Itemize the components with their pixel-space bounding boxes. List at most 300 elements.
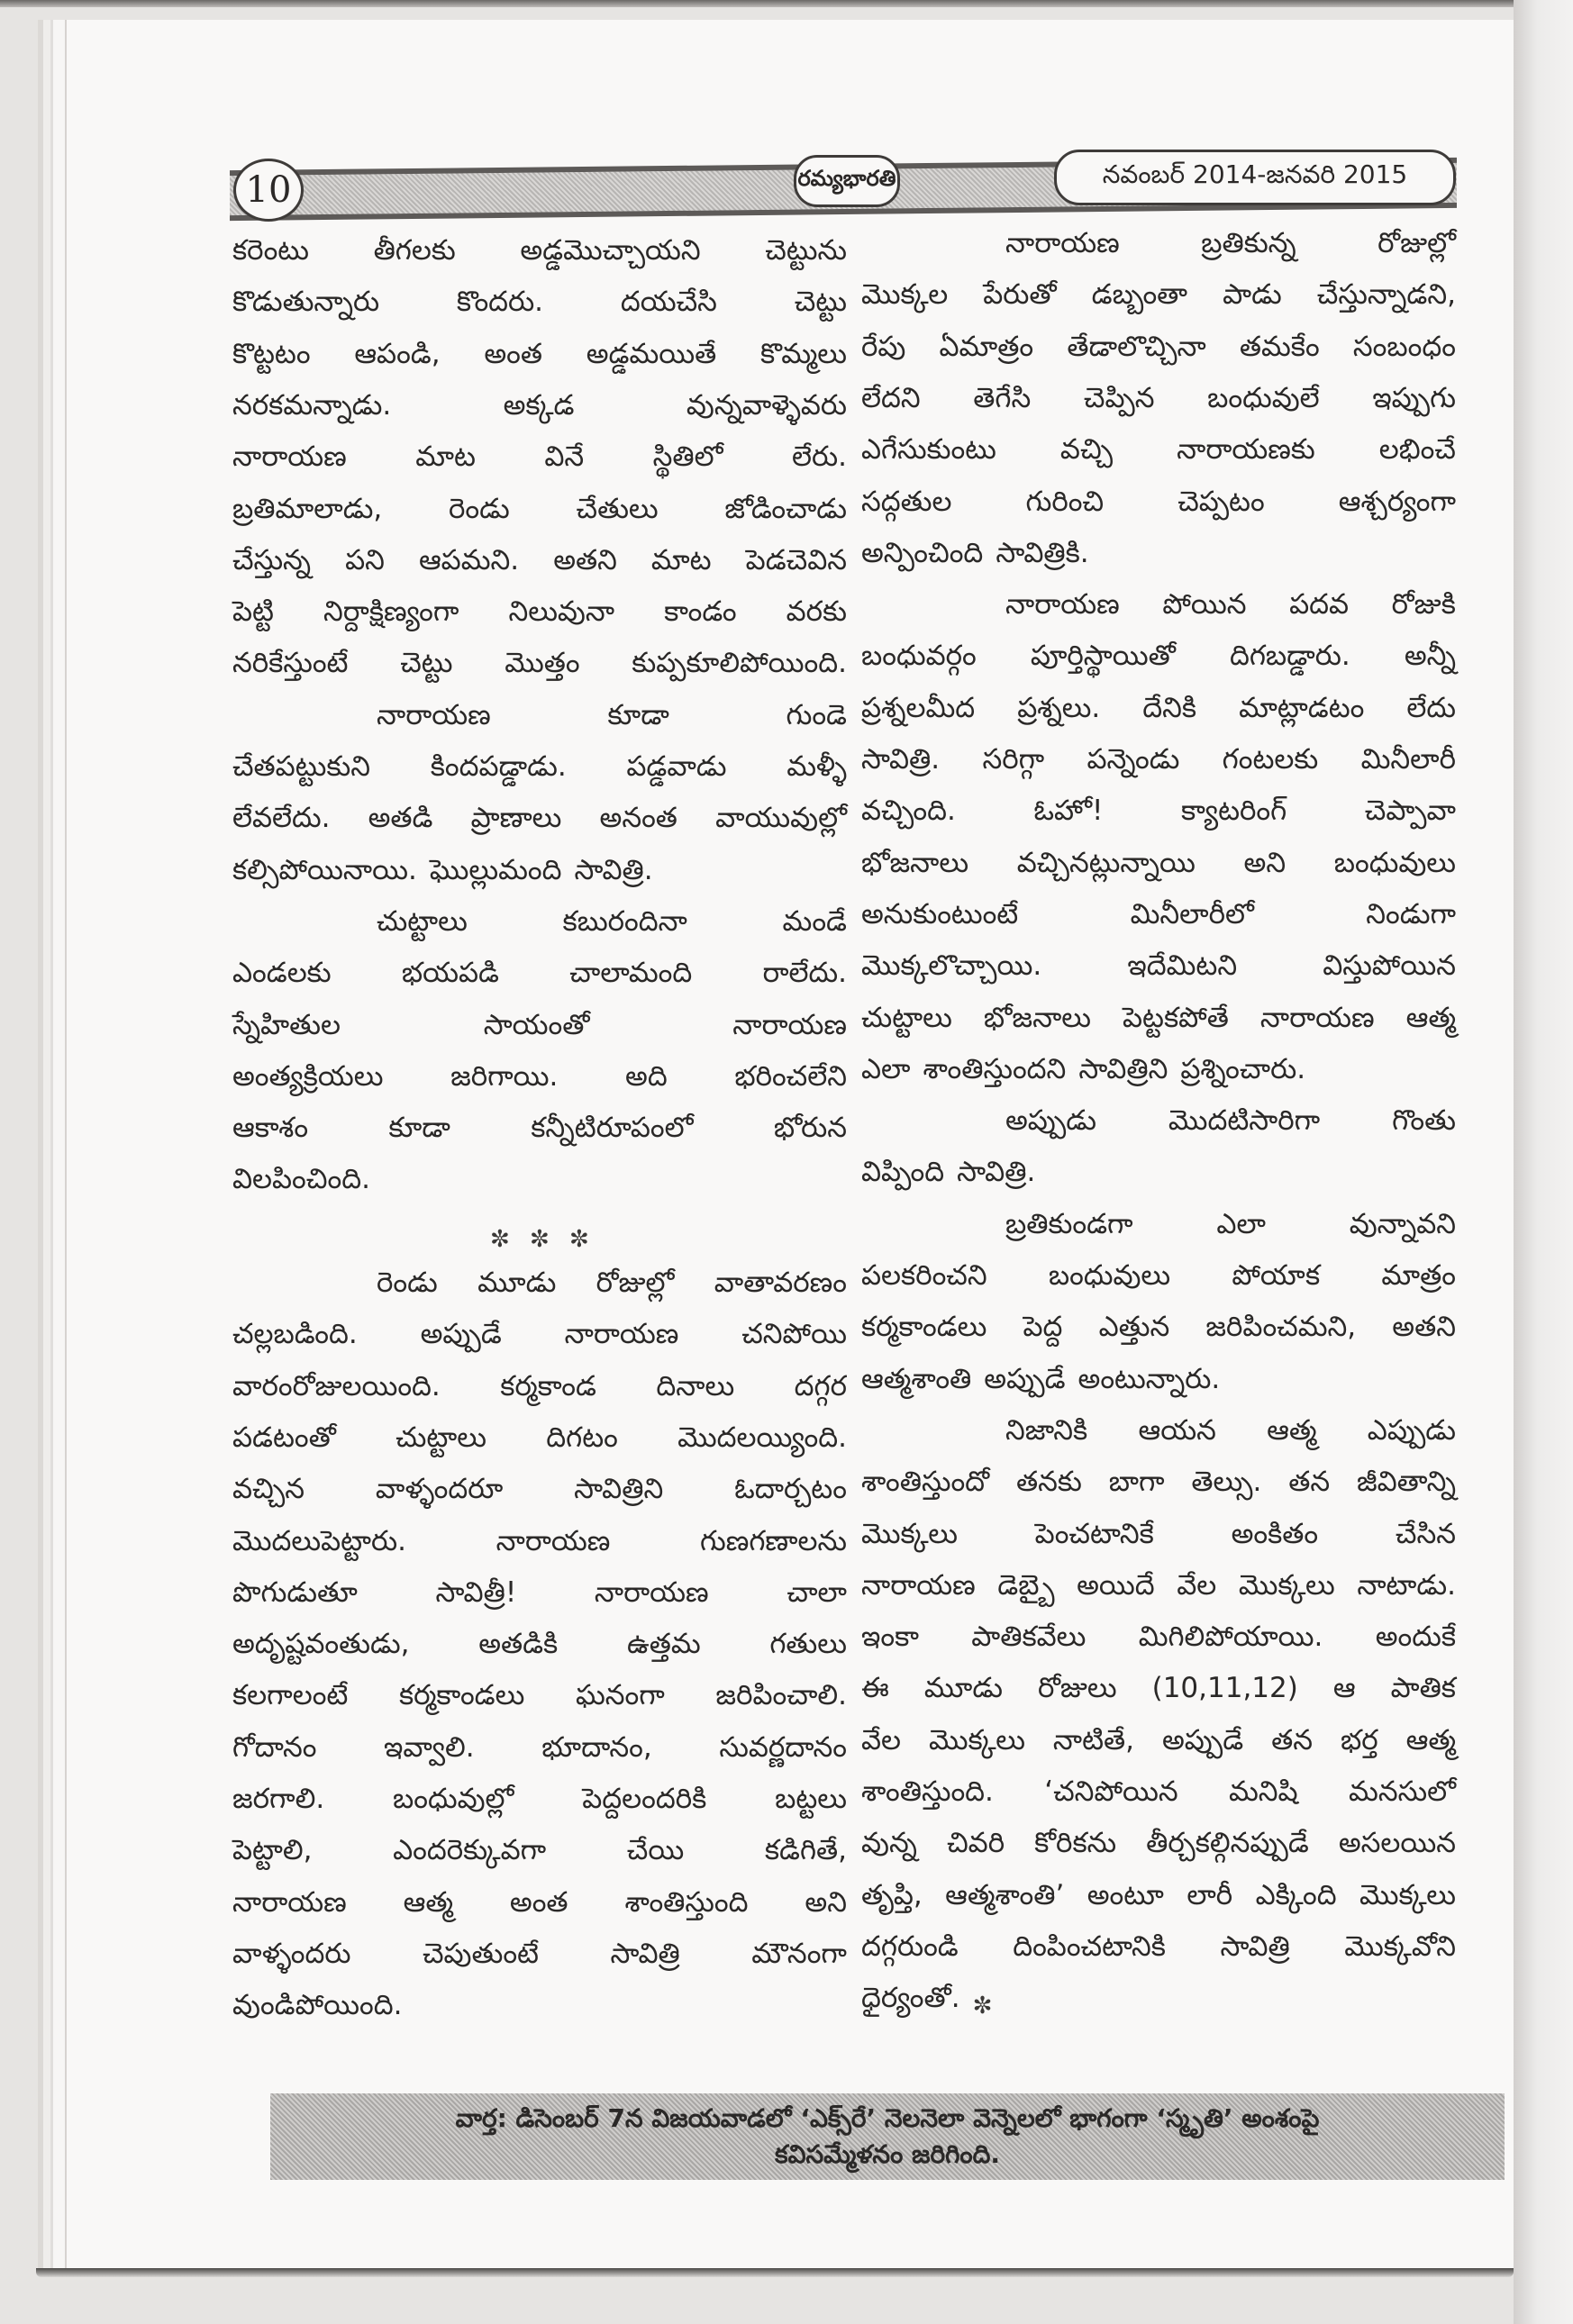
word: పాతికవేలు bbox=[971, 1620, 1087, 1654]
text-line bbox=[861, 526, 1456, 573]
word: బంధువులే bbox=[1207, 381, 1320, 414]
word: చేసిన bbox=[1395, 1517, 1456, 1550]
word: భోజనాలు bbox=[983, 1001, 1091, 1034]
word: మౌనంగా bbox=[751, 1937, 847, 1970]
word: అక్కడ bbox=[503, 388, 575, 422]
word: మూడు bbox=[477, 1266, 557, 1299]
word: కలగాలంటే bbox=[232, 1679, 349, 1712]
section-divider bbox=[232, 1204, 847, 1251]
word: పని bbox=[345, 543, 385, 576]
text-line bbox=[232, 585, 847, 631]
word: వున్నవాళ్ళెవరు bbox=[686, 388, 847, 422]
word: మాత్రం bbox=[1381, 1259, 1456, 1292]
word: చేయి bbox=[626, 1834, 685, 1867]
text-line bbox=[861, 577, 1456, 624]
text-line bbox=[861, 732, 1456, 779]
word: ఆశ్చర్యంగా bbox=[1338, 485, 1456, 518]
word: చుట్టాలు bbox=[396, 1421, 486, 1454]
word: తేడాలొచ్చినా bbox=[1067, 330, 1206, 363]
word: కుప్పకూలిపోయింది. bbox=[632, 647, 847, 680]
word: అప్పుడు bbox=[1005, 1104, 1096, 1138]
word: రేపు bbox=[861, 330, 906, 363]
word: అంకితం bbox=[1231, 1517, 1319, 1550]
word: కొమ్మలు bbox=[760, 337, 847, 370]
word: వేల bbox=[1177, 1568, 1217, 1602]
word: మినీలారీ bbox=[1360, 743, 1456, 776]
word: పెద్ద bbox=[1023, 1311, 1063, 1344]
word: చాలామంది bbox=[569, 957, 693, 990]
word: మాట bbox=[415, 440, 476, 474]
word: పేరుతో bbox=[983, 278, 1057, 312]
word: దేనికి bbox=[1142, 691, 1197, 724]
word: దినాలు bbox=[656, 1369, 735, 1403]
word: చెట్టును bbox=[765, 234, 847, 267]
word: పోయాక bbox=[1232, 1259, 1321, 1292]
word: అంటూ bbox=[1087, 1878, 1164, 1911]
text-line bbox=[861, 1042, 1456, 1089]
word: కబురందినా bbox=[562, 904, 687, 938]
scan-edge-top bbox=[0, 0, 1573, 7]
word: సావిత్రి bbox=[610, 1937, 680, 1970]
word: కొట్టటం bbox=[232, 337, 311, 370]
word: తనకు bbox=[1016, 1466, 1082, 1499]
word: ఎండలకు bbox=[232, 957, 332, 990]
word: అతని bbox=[1392, 1311, 1456, 1344]
text-line bbox=[232, 1411, 847, 1457]
text-line bbox=[861, 1197, 1456, 1244]
word: రెండు bbox=[377, 1266, 438, 1299]
word: ఉత్తమ bbox=[626, 1628, 701, 1661]
word: అసలయిన bbox=[1338, 1827, 1456, 1860]
word: పాడు bbox=[1223, 278, 1282, 312]
text-line bbox=[232, 533, 847, 580]
word: లేదని bbox=[861, 381, 921, 414]
text-line bbox=[861, 422, 1456, 469]
word: లారీ bbox=[1187, 1878, 1233, 1911]
text-line bbox=[861, 1971, 1456, 2018]
word: కాండం bbox=[664, 595, 737, 629]
word: లేవలేదు. bbox=[232, 802, 331, 835]
word: మూడు bbox=[923, 1672, 1003, 1705]
text-line bbox=[232, 1101, 847, 1148]
page-shadow bbox=[36, 2268, 1514, 2277]
word: కూడా bbox=[607, 698, 669, 731]
word: ఘనంగా bbox=[575, 1679, 665, 1712]
word: శాంతిస్తుంది. bbox=[861, 1775, 994, 1808]
word: విస్తుపోయిన bbox=[1323, 949, 1456, 983]
word: సావిత్రి bbox=[1220, 1929, 1290, 1963]
word: జరిపించాలి. bbox=[715, 1679, 847, 1712]
text-line bbox=[232, 482, 847, 529]
word: అడ్డమొచ్చాయని bbox=[520, 234, 701, 267]
word: తెల్సు. bbox=[1191, 1466, 1262, 1499]
word: సాయంతో bbox=[483, 1008, 590, 1041]
word: తమకేం bbox=[1239, 330, 1320, 363]
flower-ornament-icon bbox=[569, 1231, 589, 1251]
word: పడ్డవాడు bbox=[626, 750, 727, 783]
word: ఆత్మ bbox=[1267, 1413, 1317, 1447]
word: కిందపడ్డాడు. bbox=[430, 750, 567, 783]
word: స్నేహితుల bbox=[232, 1008, 341, 1041]
word: గతులు bbox=[769, 1628, 847, 1661]
word: అనుకుంటుంటే bbox=[861, 897, 1019, 931]
word: అడ్డమయితే bbox=[586, 337, 717, 370]
word: పోయిన bbox=[1162, 588, 1247, 622]
word: తీగలకు bbox=[373, 234, 456, 267]
word: కల్సిపోయినాయి. bbox=[232, 853, 417, 886]
word: నారాయణ bbox=[594, 1575, 709, 1609]
word: జోడించాడు bbox=[724, 492, 847, 525]
word: ఓహో! bbox=[1033, 794, 1104, 828]
word: ఆ bbox=[1332, 1672, 1356, 1705]
word: నరకమన్నాడు. bbox=[232, 388, 392, 422]
word: ఎప్పుడు bbox=[1367, 1413, 1456, 1447]
text-line bbox=[861, 629, 1456, 676]
word: విప్పింది bbox=[861, 1156, 945, 1189]
text-line bbox=[232, 636, 847, 683]
news-line-1: వార్త: డిసెంబర్ 7న విజయవాడలో ‘ఎక్స్‌రే’ నెలనెలా వెన్నెలలో భాగంగా ‘స్మృతి’ అంశంపై bbox=[455, 2103, 1320, 2133]
word: సరిగ్గా bbox=[982, 743, 1045, 776]
word: పలకరించని bbox=[861, 1259, 987, 1292]
word: అంటున్నారు. bbox=[1077, 1362, 1221, 1395]
word: బంధువులు bbox=[1333, 846, 1456, 879]
text-line bbox=[232, 1978, 847, 2025]
word: అంత bbox=[509, 1885, 568, 1919]
text-line bbox=[232, 1462, 847, 1509]
word: జరిపించమని, bbox=[1205, 1311, 1357, 1344]
word: దింపించటానికి bbox=[1013, 1929, 1166, 1963]
text-line bbox=[232, 946, 847, 993]
word: గుండె bbox=[786, 698, 847, 731]
word: భరించలేని bbox=[734, 1059, 847, 1093]
word: పెట్టి bbox=[232, 595, 274, 629]
page-header bbox=[230, 155, 1457, 223]
word: వాళ్ళందరు bbox=[232, 1937, 351, 1970]
word: చేస్తున్న bbox=[232, 543, 312, 576]
word: కర్మకాండలు bbox=[398, 1679, 525, 1712]
word: కరెంటు bbox=[232, 234, 309, 267]
text-line bbox=[861, 1920, 1456, 1966]
word: బ్రతికున్న bbox=[1201, 227, 1296, 259]
word: ప్రశ్నలు. bbox=[1017, 691, 1101, 724]
text-line bbox=[861, 1248, 1456, 1295]
text-line bbox=[232, 1823, 847, 1870]
word: వున్నావని bbox=[1349, 1207, 1456, 1240]
word: చేస్తున్నాడని, bbox=[1316, 278, 1456, 312]
word: విలపించింది. bbox=[232, 1163, 370, 1196]
text-line bbox=[232, 1152, 847, 1199]
text-line bbox=[232, 1514, 847, 1561]
word: మిగిలిపోయాయి. bbox=[1138, 1620, 1323, 1654]
word: ఆత్మ bbox=[1405, 1001, 1456, 1034]
word: ఇంకా bbox=[861, 1620, 919, 1654]
word: గంటలకు bbox=[1222, 743, 1319, 776]
scan-edge-right bbox=[1514, 0, 1573, 2324]
word: చెపుతుంటే bbox=[422, 1937, 539, 1970]
text-line bbox=[232, 275, 847, 322]
word: పడటంతో bbox=[232, 1421, 336, 1454]
word: నారాయణ bbox=[1005, 588, 1120, 622]
text-line bbox=[861, 991, 1456, 1038]
word: చెప్పటం bbox=[1177, 485, 1265, 518]
word: రోజుకి bbox=[1391, 588, 1456, 622]
word: ఎలా bbox=[861, 1052, 911, 1085]
word: భోజనాలు bbox=[861, 846, 969, 879]
word: ఆత్మశాంతి’ bbox=[945, 1878, 1065, 1911]
text-line bbox=[232, 1307, 847, 1354]
word: ఓదార్చటం bbox=[734, 1473, 847, 1506]
word: బంధువులు bbox=[1048, 1259, 1171, 1292]
word: ఆత్మశాంతి bbox=[861, 1362, 972, 1395]
word: ఎగేసుకుంటు bbox=[861, 433, 996, 467]
text-line bbox=[861, 1300, 1456, 1347]
word: ధైర్యంతో. bbox=[861, 1982, 960, 2015]
text-line bbox=[861, 1455, 1456, 1502]
text-line bbox=[861, 1145, 1456, 1192]
word: పాతిక bbox=[1390, 1672, 1456, 1705]
word: అతని bbox=[553, 543, 617, 576]
word: మొత్తం bbox=[505, 647, 580, 680]
word: కొడుతున్నారు bbox=[232, 286, 380, 319]
text-line bbox=[861, 1610, 1456, 1657]
word: తీర్చకల్గినప్పుడే bbox=[1146, 1827, 1309, 1860]
word: వరకు bbox=[786, 595, 847, 629]
word: మొక్కలు bbox=[1359, 1878, 1456, 1911]
word: బట్టలు bbox=[775, 1783, 847, 1815]
word: రోజుల్లో bbox=[596, 1266, 675, 1299]
word: అన్నీ bbox=[1404, 640, 1456, 673]
word: మొక్కల bbox=[861, 278, 949, 312]
word: ఎలా bbox=[1216, 1207, 1266, 1240]
text-line bbox=[861, 1558, 1456, 1605]
word: పెడచెవిన bbox=[745, 543, 847, 576]
word: సావిత్రిని bbox=[1078, 1052, 1168, 1085]
word: వేల bbox=[861, 1723, 902, 1757]
word: రోజుల్లో bbox=[1378, 227, 1456, 259]
word: మొదలుపెట్టారు. bbox=[232, 1524, 407, 1557]
text-line bbox=[861, 320, 1456, 367]
word: జరగాలి. bbox=[232, 1783, 325, 1815]
text-line bbox=[861, 1352, 1456, 1399]
word: ఎక్కింది bbox=[1255, 1878, 1337, 1911]
word: గోదానం bbox=[232, 1730, 317, 1764]
text-line bbox=[861, 216, 1456, 263]
word: భర్త bbox=[1341, 1723, 1378, 1757]
word: డెబ్బై bbox=[997, 1568, 1055, 1602]
word: నారాయణ bbox=[1259, 1001, 1375, 1034]
word: లేదు bbox=[1406, 691, 1456, 724]
word: కర్మకాండలు bbox=[861, 1311, 987, 1344]
word: చివరి bbox=[946, 1827, 1005, 1860]
word: జీవితాన్ని bbox=[1356, 1466, 1456, 1499]
word: ఆపమని. bbox=[418, 543, 520, 576]
word: బ్రతికుండగా bbox=[1005, 1207, 1133, 1240]
word: సంబంధం bbox=[1352, 330, 1456, 363]
word: మొక్కవోని bbox=[1344, 1929, 1456, 1963]
word: ఆయన bbox=[1138, 1413, 1216, 1447]
word: కూడా bbox=[388, 1112, 450, 1145]
word: ఆకాశం bbox=[232, 1112, 309, 1145]
word: చేతులు bbox=[576, 492, 659, 525]
word: మొదటిసారిగా bbox=[1168, 1104, 1321, 1138]
word: ప్రశ్నించారు. bbox=[1180, 1052, 1306, 1085]
word: భూదానం, bbox=[541, 1730, 652, 1764]
word: అప్పుడే bbox=[1161, 1723, 1244, 1757]
text-line bbox=[232, 1359, 847, 1406]
word: తృప్తి, bbox=[861, 1878, 923, 1911]
word: నిర్దాక్షిణ్యంగా bbox=[323, 595, 459, 629]
word: సువర్ణదానం bbox=[719, 1730, 847, 1764]
word: ఏమాత్రం bbox=[939, 330, 1034, 363]
word: అనంత bbox=[599, 802, 677, 835]
word: పొగుడుతూ bbox=[232, 1575, 358, 1609]
word: మినీలారీలో bbox=[1130, 897, 1254, 931]
word: నారాయణ bbox=[564, 1318, 679, 1351]
word: వాయువుల్లో bbox=[715, 802, 847, 835]
word: భోరున bbox=[773, 1112, 847, 1145]
word: భయపడి bbox=[401, 957, 499, 990]
magazine-logo: రమ్యభారతి bbox=[794, 155, 900, 207]
flower-ornament-icon bbox=[973, 1998, 993, 2018]
word: ప్రశ్నలమీద bbox=[861, 691, 976, 724]
word: చెట్టు bbox=[794, 286, 847, 319]
text-line bbox=[232, 1617, 847, 1664]
text-line bbox=[232, 1668, 847, 1715]
word: అతడికి bbox=[478, 1628, 559, 1661]
word: వచ్చినట్లున్నాయి bbox=[1016, 846, 1196, 879]
word: మళ్ళీ bbox=[786, 750, 847, 783]
text-line bbox=[232, 1875, 847, 1922]
flower-ornament-icon bbox=[490, 1231, 510, 1251]
word: వచ్చిన bbox=[232, 1473, 305, 1506]
word: ఆపండి, bbox=[354, 337, 441, 370]
word: మనసులో bbox=[1349, 1775, 1456, 1808]
word: ప్రాణాలు bbox=[470, 802, 562, 835]
word: గురించి bbox=[1025, 485, 1105, 518]
word: మొక్కలొచ్చాయి. bbox=[861, 949, 1042, 983]
word: చుట్టాలు bbox=[861, 1001, 952, 1034]
word: స్థితిలో bbox=[652, 440, 723, 474]
word: అంత్యక్రియలు bbox=[232, 1059, 384, 1093]
word: సద్గతుల bbox=[861, 485, 952, 518]
word: వచ్చి bbox=[1059, 433, 1114, 467]
word: శాంతిస్తుందో bbox=[861, 1466, 990, 1499]
text-line bbox=[232, 430, 847, 477]
news-box bbox=[270, 2093, 1505, 2180]
word: కోరికను bbox=[1034, 1827, 1117, 1860]
word: దయచేసి bbox=[620, 286, 717, 319]
word: అదృష్టవంతుడు, bbox=[232, 1628, 410, 1661]
word: నారాయణకు bbox=[1177, 433, 1315, 467]
word: కన్నీటిరూపంలో bbox=[531, 1112, 694, 1145]
text-line bbox=[232, 378, 847, 425]
text-line bbox=[861, 1816, 1456, 1863]
text-line bbox=[861, 1094, 1456, 1140]
word: నారాయణ bbox=[496, 1524, 611, 1557]
word: మొక్కలు bbox=[929, 1723, 1025, 1757]
word: సావిత్రీ! bbox=[435, 1575, 517, 1609]
text-line bbox=[232, 1927, 847, 1974]
word: తెగేసి bbox=[973, 381, 1032, 414]
word: మనిషి bbox=[1229, 1775, 1298, 1808]
word: రెండు bbox=[448, 492, 510, 525]
word: అప్పుడే bbox=[420, 1318, 502, 1351]
word: తన bbox=[1288, 1466, 1331, 1499]
word: ‘చనిపోయిన bbox=[1044, 1775, 1178, 1808]
word: దిగబడ్డారు. bbox=[1229, 640, 1350, 673]
text-line bbox=[861, 836, 1456, 883]
word: నారాయణ bbox=[232, 440, 347, 474]
text-line bbox=[232, 1256, 847, 1303]
word: పూర్తిస్థాయితో bbox=[1030, 640, 1176, 673]
word: వాళ్ళందరూ bbox=[375, 1473, 504, 1506]
word: దిగటం bbox=[546, 1421, 618, 1454]
word: ఆత్మ bbox=[403, 1885, 453, 1919]
text-line bbox=[232, 894, 847, 941]
word: ఈ bbox=[861, 1672, 889, 1705]
text-line bbox=[861, 371, 1456, 418]
word: అన్పించింది bbox=[861, 536, 984, 569]
text-line bbox=[861, 1765, 1456, 1811]
word: ఆత్మ bbox=[1405, 1723, 1456, 1757]
text-line bbox=[861, 1403, 1456, 1450]
text-line bbox=[861, 681, 1456, 728]
word: బాగా bbox=[1108, 1466, 1165, 1499]
word: నారాయణ bbox=[1005, 227, 1120, 259]
word: కడిగితే, bbox=[764, 1834, 847, 1867]
text-line bbox=[861, 475, 1456, 522]
word: అది bbox=[625, 1059, 668, 1093]
word: గొంతు bbox=[1392, 1104, 1456, 1138]
text-line bbox=[861, 268, 1456, 314]
word: నరికేస్తుంటే bbox=[232, 647, 349, 680]
word: అంత bbox=[484, 337, 542, 370]
word: రోజులు bbox=[1038, 1672, 1117, 1705]
text-line bbox=[861, 1713, 1456, 1760]
text-line bbox=[232, 223, 847, 270]
word: బంధువర్గం bbox=[861, 640, 977, 673]
word: లేరు. bbox=[792, 440, 847, 474]
text-line bbox=[232, 1720, 847, 1767]
word: బంధువుల్లో bbox=[392, 1783, 514, 1815]
word: కొందరు. bbox=[456, 286, 544, 319]
word: సావిత్రిని bbox=[574, 1473, 664, 1506]
word: గుణగణాలను bbox=[699, 1524, 847, 1557]
word: చేతపట్టుకుని bbox=[232, 750, 371, 783]
word: ఎందరెక్కువగా bbox=[393, 1834, 547, 1867]
word: ఎత్తున bbox=[1098, 1311, 1170, 1344]
text-line bbox=[232, 998, 847, 1045]
word: డబ్బంతా bbox=[1091, 278, 1188, 312]
word: సావిత్రి. bbox=[861, 743, 941, 776]
word: నాటాడు. bbox=[1357, 1568, 1456, 1602]
word: చాలా bbox=[786, 1575, 847, 1609]
word: సావిత్రి. bbox=[574, 853, 653, 886]
word: పెట్టాలి, bbox=[232, 1834, 313, 1867]
word: చుట్టాలు bbox=[377, 904, 468, 938]
word: వాతావరణం bbox=[714, 1266, 847, 1299]
word: ఇవ్వాలి. bbox=[384, 1730, 475, 1764]
word: దగ్గర bbox=[794, 1369, 847, 1403]
word: వుండిపోయింది. bbox=[232, 1989, 403, 2022]
text-line bbox=[232, 1772, 847, 1819]
text-line bbox=[232, 327, 847, 374]
word: చనిపోయి bbox=[741, 1318, 847, 1351]
text-line bbox=[232, 791, 847, 838]
word: చెప్పిన bbox=[1083, 381, 1155, 414]
word: మొక్కలు bbox=[1238, 1568, 1335, 1602]
word: మాట్లాడటం bbox=[1239, 691, 1365, 724]
